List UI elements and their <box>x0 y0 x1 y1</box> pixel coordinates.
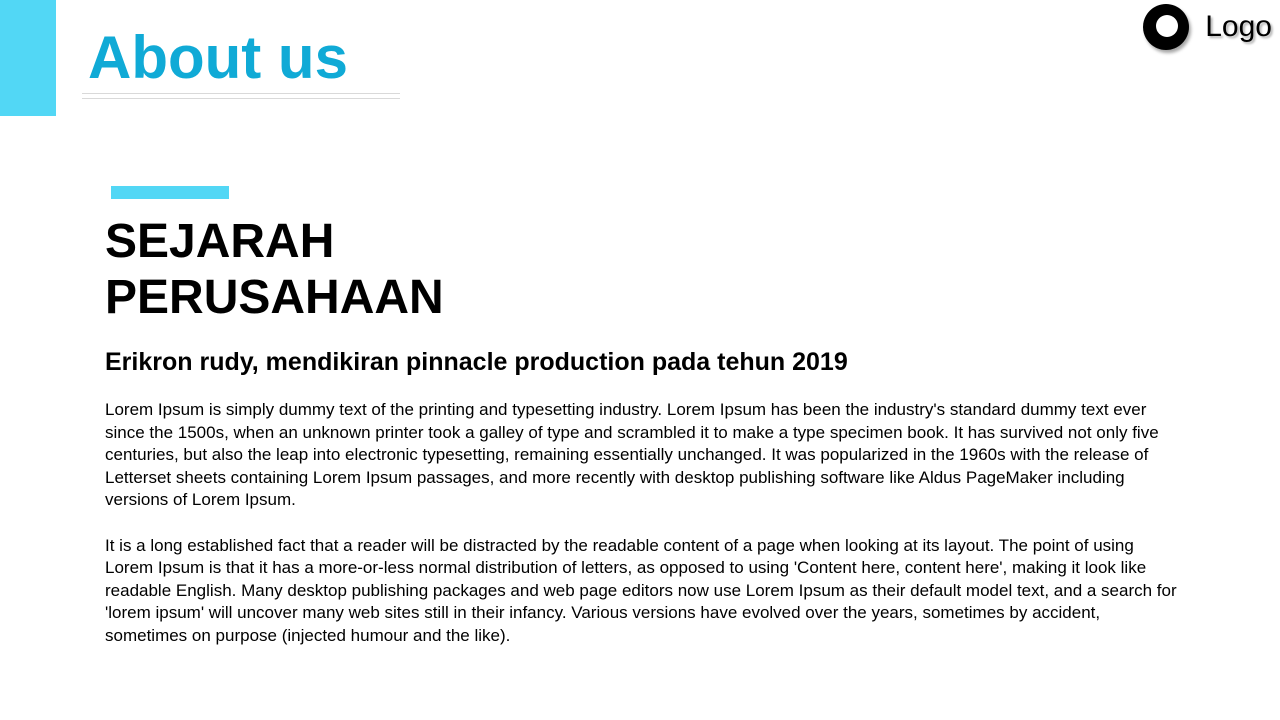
side-accent-block <box>0 0 56 116</box>
section-heading <box>105 214 705 326</box>
section-heading-line2: PERUSAHAAN <box>105 271 444 324</box>
logo-text: Logo <box>1205 10 1272 43</box>
heading-accent-bar <box>111 186 229 199</box>
page-title: About us <box>88 24 348 91</box>
section-subheading: Erikron rudy, mendikiran pinnacle production pada tehun 2019 <box>105 348 848 376</box>
title-divider <box>82 98 400 99</box>
section-heading-line1: SEJARAH <box>105 215 335 268</box>
body-paragraph: Lorem Ipsum is simply dummy text of the printing and typesetting industry. Lorem Ipsum has been the industry's standard dummy text ever since the 1500s, when an unknown printer took a galley of type and scrambled it to make a type specimen book. It has survived not only five centuries, but also the leap into electronic typesetting, remaining essentially unchanged. It was popularized in the 1960s with the release of Letterset sheets containing Lorem Ipsum passages, and more recently with desktop publishing software like Aldus PageMaker including versions of Lorem Ipsum. <box>105 400 1159 510</box>
body-paragraph: It is a long established fact that a reader will be distracted by the readable content of a page when looking at its layout. The point of using Lorem Ipsum is that it has a more-or-less normal distribution of letters, as opposed to using 'Content here, content here', making it look like readable English. Many desktop publishing packages and web page editors now use Lorem Ipsum as their default model text, and a search for 'lorem ipsum' will uncover many web sites still in their infancy. Various versions have evolved over the years, sometimes by accident, sometimes on purpose (injected humour and the like). <box>105 535 1177 645</box>
title-divider <box>82 93 400 94</box>
ring-logo-icon <box>1143 4 1189 50</box>
logo <box>1143 4 1272 50</box>
body-text <box>105 399 1177 670</box>
